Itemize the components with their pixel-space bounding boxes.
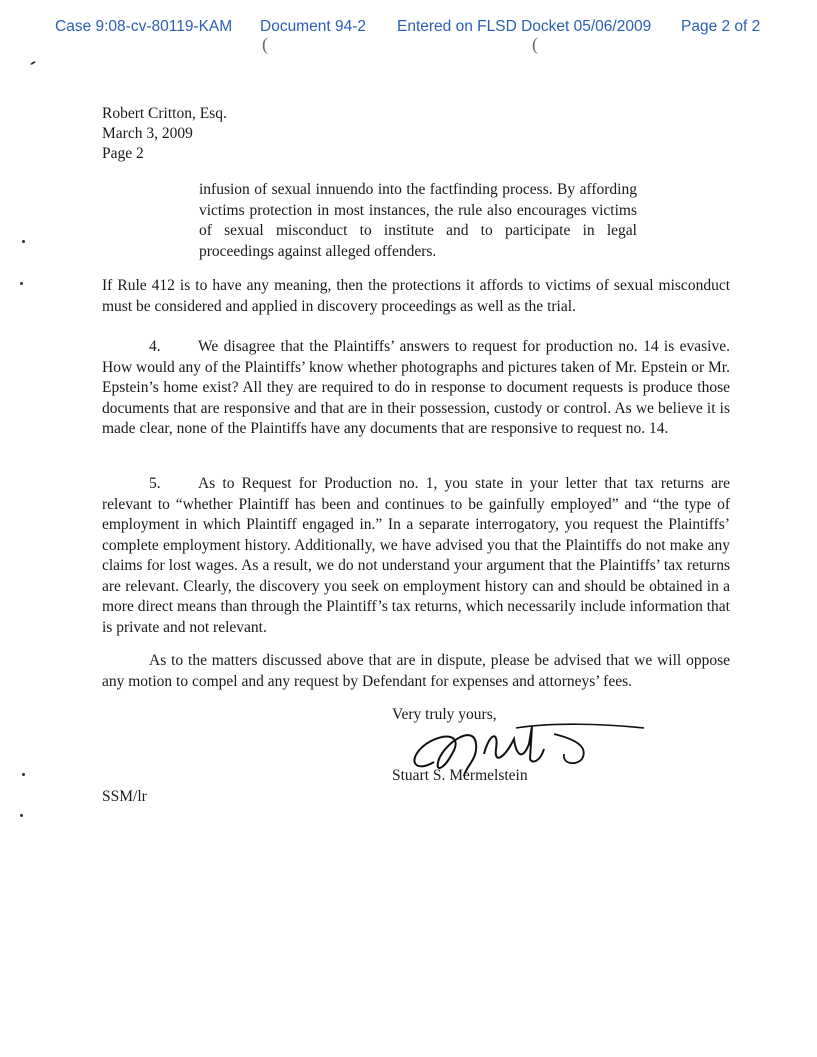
docket-entered-date: Entered on FLSD Docket 05/06/2009 [397, 18, 652, 35]
paragraph-4 [102, 337, 730, 440]
typist-initials: SSM/lr [102, 788, 147, 805]
paragraph-5 [102, 474, 730, 638]
scan-speck [22, 240, 25, 243]
scan-bracket-mark: ( [532, 34, 538, 54]
paragraph-4-number: 4. [149, 338, 161, 355]
scan-bracket-mark: ( [262, 34, 268, 54]
signer-name: Stuart S. Mermelstein [392, 767, 528, 784]
rule-412-paragraph: If Rule 412 is to have any meaning, then the protections it affords to victims of sexual misconduct must be considered and applied in discovery proceedings as well as the trial. [102, 277, 730, 315]
closing-salutation: Very truly yours, [392, 706, 497, 723]
scan-speck [20, 282, 23, 285]
docket-case-number: Case 9:08-cv-80119-KAM [55, 18, 233, 35]
paragraph-5-number: 5. [149, 475, 161, 492]
block-quote: infusion of sexual innuendo into the factfinding process. By affording victims protection in most instances, the rule also encourages victims of sexual misconduct to institute and to participate in legal proceedings against alleged offenders. [199, 181, 637, 260]
dispute-paragraph [102, 651, 730, 692]
recipient-name: Robert Critton, Esq. [102, 105, 227, 122]
docket-header [0, 18, 817, 38]
letter-date: March 3, 2009 [102, 125, 193, 142]
dispute-paragraph-text: As to the matters discussed above that are in dispute, please be advised that we will oppose any motion to compel and any request by Defendant for expenses and attorneys’ fees. [102, 652, 730, 690]
docket-page-count: Page 2 of 2 [681, 18, 761, 35]
docket-document-number: Document 94-2 [260, 18, 366, 35]
letter-page-number: Page 2 [102, 145, 144, 162]
paragraph-5-text: As to Request for Production no. 1, you state in your letter that tax returns are relevant to “whether Plaintiff has been and continues to be gainfully employed” and “the type of employment in which Plaintiff engaged in.” In a separate interrogatory, you request the Plaintiffs’ complete employment history. Additionally, we have advised you that the Plaintiffs do not make any claims for lost wages. As a result, we do not understand your argument that the Plaintiffs’ tax returns are relevant. Clearly, the discovery you seek on employment history can and should be obtained in a more direct means than through the Plaintiff’s tax returns, which necessarily include information that is private and not relevant. [102, 475, 730, 636]
scan-speck [20, 814, 23, 817]
scan-speck [22, 773, 25, 776]
scan-speck [30, 61, 36, 66]
paragraph-4-text: We disagree that the Plaintiffs’ answers to request for production no. 14 is evasive. How would any of the Plaintiffs’ know whether photographs and pictures taken of Mr. Epstein or Mr. Epstein’s home exist? All they are required to do in response to document requests is produce those documents that are responsive and that are in their possession, custody or control. As we believe it is made clear, none of the Plaintiffs have any documents that are responsive to request no. 14. [102, 338, 730, 437]
letter-header [102, 104, 227, 164]
